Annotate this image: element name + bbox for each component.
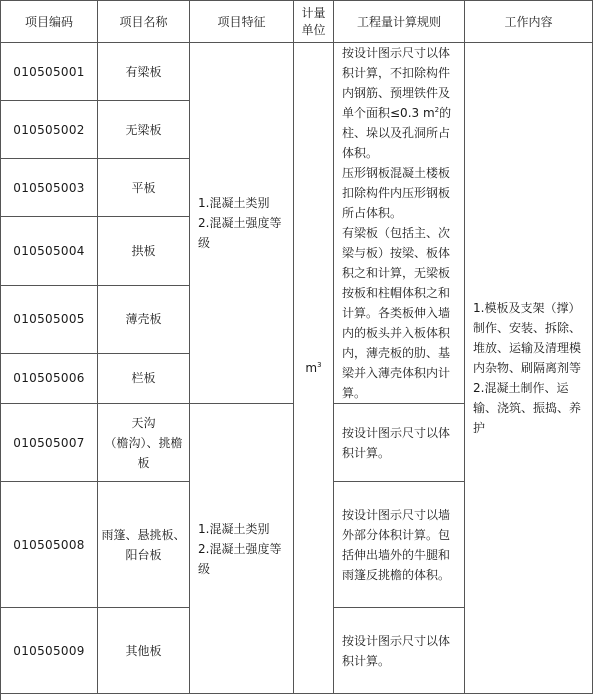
item-name [98, 482, 190, 608]
unit-base: m [305, 361, 318, 375]
rule-text: 按设计图示尺寸以体积计算，不扣除构件内钢筋、预埋铁件及单个面积≤0.3 m [342, 46, 451, 120]
work-item: 1.模板及支架（撑）制作、安装、拆除、堆放、运输及清理模内杂物、刷隔离剂等 [473, 301, 582, 375]
item-feature-group1 [190, 43, 294, 404]
rule-paragraph: 按设计图示尺寸以墙外部分体积计算。包括伸出墙外的牛腿和雨篷反挑檐的体积。 [342, 507, 451, 582]
rule-paragraph: 按设计图示尺寸以体积计算。 [342, 425, 451, 460]
work-content-cell [465, 43, 593, 694]
header-unit-line2: 单位 [301, 22, 326, 37]
table-row [1, 43, 593, 101]
item-name [98, 404, 190, 482]
item-code: 010505003 [1, 159, 98, 217]
item-code: 010505008 [1, 482, 98, 608]
item-name: 薄壳板 [98, 285, 190, 353]
item-code: 010505002 [1, 101, 98, 159]
item-name-line: 雨篷、悬挑板、 [101, 527, 186, 542]
item-name-line: （檐沟）、挑檐 [104, 435, 183, 450]
rule-cell-1 [334, 43, 465, 404]
header-row [1, 1, 593, 43]
work-item: 2.混凝土制作、运输、浇筑、振捣、养护 [473, 381, 582, 435]
item-name: 其他板 [98, 608, 190, 694]
header-code: 项目编码 [1, 1, 98, 43]
rule-paragraph [342, 43, 458, 163]
item-code: 010505006 [1, 353, 98, 403]
item-name: 平板 [98, 159, 190, 217]
item-name: 拱板 [98, 217, 190, 285]
continuation-border [0, 693, 1, 700]
feature-item: 1.混凝土类别 [198, 521, 270, 536]
item-code: 010505004 [1, 217, 98, 285]
unit-superscript: 3 [317, 361, 322, 369]
header-feature: 项目特征 [190, 1, 294, 43]
rule-paragraph: 有梁板（包括主、次梁与板）按梁、板体积之和计算，无梁板按板和柱帽体积之和计算。各类板伸入墙内的板头并入板体积内，薄壳板的肋、基梁并入薄壳体积内计算。 [342, 226, 451, 400]
rule-cell-4 [334, 608, 465, 694]
item-name-line: 阳台板 [125, 547, 162, 562]
item-code: 010505009 [1, 608, 98, 694]
header-name: 项目名称 [98, 1, 190, 43]
header-unit-line1: 计量 [301, 5, 326, 20]
item-name: 无梁板 [98, 101, 190, 159]
rule-superscript: 2 [434, 106, 440, 114]
feature-item: 1.混凝土类别 [198, 196, 270, 210]
continuation-line [0, 693, 592, 694]
item-name-line: 天沟 [131, 415, 156, 430]
item-name: 栏板 [98, 353, 190, 403]
rule-text: 的柱、垛以及孔洞所占体积。 [342, 106, 452, 160]
feature-item: 2.混凝土强度等级 [198, 541, 282, 576]
item-name: 有梁板 [98, 43, 190, 101]
rule-paragraph: 按设计图示尺寸以体积计算。 [342, 633, 451, 668]
feature-item: 2.混凝土强度等级 [198, 216, 282, 250]
item-code: 010505007 [1, 404, 98, 482]
rule-cell-3 [334, 482, 465, 608]
item-code: 010505001 [1, 43, 98, 101]
header-rule: 工程量计算规则 [334, 1, 465, 43]
rule-cell-2 [334, 404, 465, 482]
item-name-line: 板 [137, 455, 150, 470]
item-unit [294, 43, 334, 694]
header-work: 工作内容 [465, 1, 593, 43]
rule-paragraph: 压形钢板混凝土楼板扣除构件内压形钢板所占体积。 [342, 166, 451, 220]
item-code: 010505005 [1, 285, 98, 353]
header-unit [294, 1, 334, 43]
item-feature-group2 [190, 404, 294, 694]
